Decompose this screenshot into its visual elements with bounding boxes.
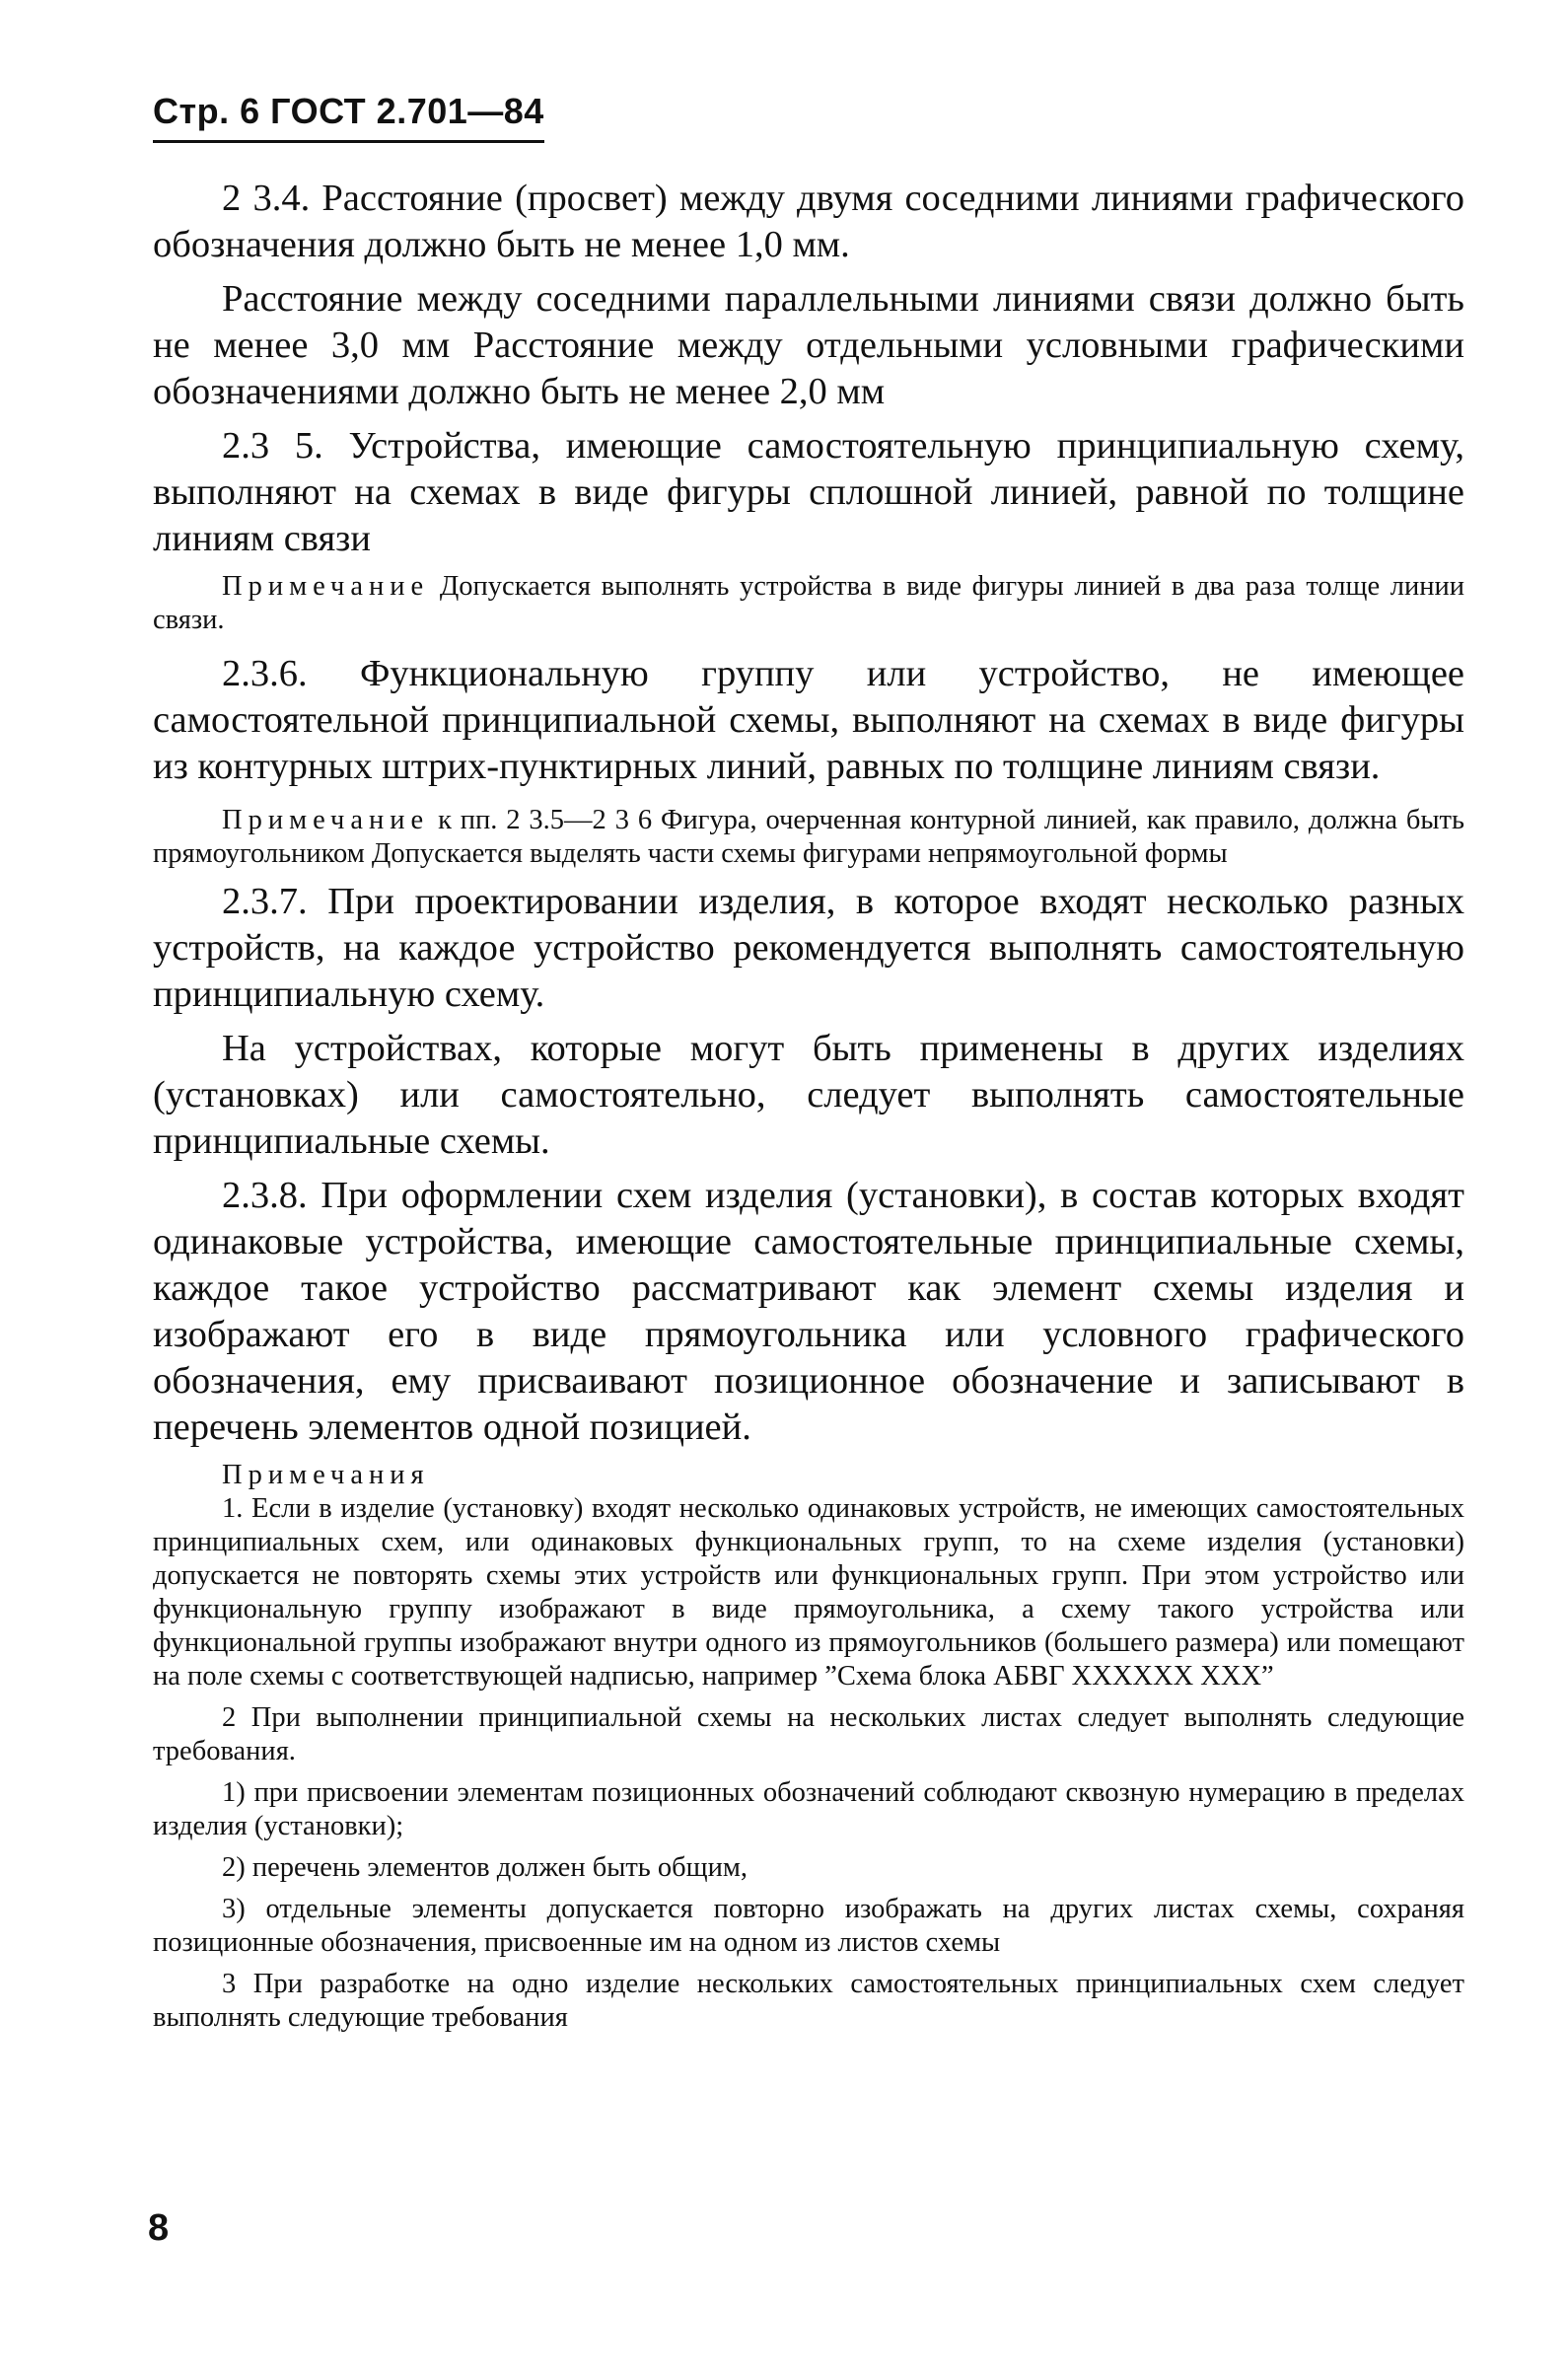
paragraph-2-3-7: 2.3.7. При проектировании изделия, в которое входят несколько разных устройств, на каждое устройство рекомендуется выполнять самостоятельную принципиальную схему.	[153, 881, 1464, 1015]
paragraph-2-3-6: 2.3.6. Функциональную группу или устройство, не имеющее самостоятельной принципиальной схемы, выполняют на схемах в виде фигуры из контурных штрих-пунктирных линий, равных по толщине линиям связи.	[153, 653, 1464, 787]
paragraph-2-3-8: 2.3.8. При оформлении схем изделия (установки), в состав которых входят одинаковые устройства, имеющие самостоятельные принципиальные схемы, каждое такое устройство рассматривают как элемент схемы изделия и изображают его в виде прямоугольника или условного графического обозначения, ему присваивают позиционное обозначение и записывают в перечень элементов одной позицией.	[153, 1175, 1464, 1448]
notes-item-2-2: 2) перечень элементов должен быть общим,	[222, 1852, 748, 1883]
note-1-text: Допускается выполнять устройства в виде фигуры линией в два раза толще линии связи.	[153, 571, 1464, 635]
paragraph-2-3-5: 2.3 5. Устройства, имеющие самостоятельную принципиальную схему, выполняют на схемах в виде фигуры сплошной линией, равной по толщине линиям связи	[153, 425, 1464, 559]
notes-item-1: 1. Если в изделие (установку) входят несколько одинаковых устройств, не имеющих самостоятельных принципиальных схем, или одинаковых функциональных групп, то на схеме изделия (установки) допускается не повторять схемы этих устройств или функциональных групп. При этом устройство или функциональную группу изображают в виде прямоугольника, а схему такого устройства или функциональной группы изображают внутри одного из прямоугольников (большего размера) или помещают на поле схемы с соответствующей надписью, например ”Схема блока АБВГ ХХХХХХ ХХХ”	[153, 1493, 1464, 1692]
notes-item-3: 3 При разработке на одно изделие нескольких самостоятельных принципиальных схем следует выполнять следующие требования	[153, 1969, 1464, 2033]
paragraph-2-3-7-continued: На устройствах, которые могут быть применены в других изделиях (установках) или самостоятельно, следует выполнять самостоятельные принципиальные схемы.	[153, 1028, 1464, 1162]
page-content	[153, 176, 1464, 2043]
notes-item-2-1: 1) при присвоении элементам позиционных обозначений соблюдают сквозную нумерацию в пределах изделия (установки);	[153, 1777, 1464, 1841]
page-number: 8	[148, 2207, 170, 2249]
note-2	[153, 804, 1464, 871]
note-2-text: к пп. 2 3.5—2 3 6 Фигура, очерченная контурной линией, как правило, должна быть прямоугольником Допускается выделять части схемы фигурами непрямоугольной формы	[153, 805, 1464, 869]
note-1	[153, 570, 1464, 637]
paragraph-2-3-4-continued: Расстояние между соседними параллельными линиями связи должно быть не менее 3,0 мм Расстояние между отдельными условными графическими обозначениями должно быть не менее 2,0 мм	[153, 278, 1464, 412]
paragraph-2-3-4: 2 3.4. Расстояние (просвет) между двумя соседними линиями графического обозначения должно быть не менее 1,0 мм.	[153, 178, 1464, 265]
notes-item-2-3: 3) отдельные элементы допускается повторно изображать на других листах схемы, сохраняя позиционные обозначения, присвоенные им на одном из листов схемы	[153, 1894, 1464, 1958]
notes-heading: Примечания	[222, 1460, 430, 1490]
page-header: Стр. 6 ГОСТ 2.701—84	[153, 91, 544, 143]
notes-item-2: 2 При выполнении принципиальной схемы на нескольких листах следует выполнять следующие требования.	[153, 1702, 1464, 1766]
note-2-label: Примечание	[222, 805, 430, 835]
note-1-label: Примечание	[222, 571, 430, 602]
